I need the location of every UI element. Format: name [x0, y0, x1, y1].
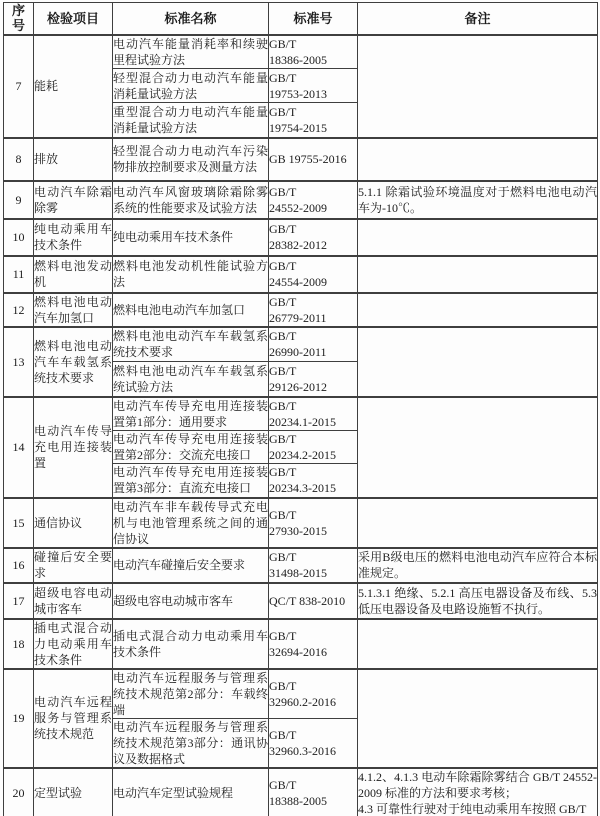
standard-name-cell: 重型混合动力电动汽车能量消耗量试验方法: [113, 103, 269, 138]
code-line: GB/T: [269, 294, 297, 309]
standard-name-cell: 电动汽车传导充电用连接装置第2部分：交流充电接口: [113, 432, 268, 462]
standard-name-cell: 电动汽车风窗玻璃除霜除雾系统的性能要求及试验方法: [113, 181, 269, 219]
table-row: [4, 256, 598, 293]
code-line: GB/T: [269, 363, 297, 378]
row-number-cell: 19: [4, 669, 34, 768]
code-line: GB/T: [269, 678, 297, 693]
standard-code-cell: [269, 103, 358, 138]
remark-paragraph: 采用B级电压的燃料电池电动汽车应符合本标准规定。: [358, 550, 597, 580]
standard-code-cell: [269, 464, 358, 498]
standard-code-cell: [269, 293, 358, 327]
code-line: 26990-2011: [269, 345, 327, 360]
standards-table: [3, 2, 598, 816]
standard-name-cell: 电动汽车传导充电用连接装置第3部分：直流充电接口: [113, 464, 269, 498]
code-line: 32960.2-2016: [269, 694, 336, 709]
col-header-remark: 备注: [358, 3, 598, 35]
standard-name-cell: 电动汽车传导充电用连接装置第1部分：通用要求: [113, 397, 269, 431]
code-line: 18388-2005: [269, 793, 327, 808]
code-line: GB/T: [269, 184, 297, 199]
row-number-cell: 9: [4, 181, 34, 219]
code-line: 20234.3-2015: [269, 481, 336, 496]
standard-name-cell: 超级电容电动城市客车: [113, 583, 269, 619]
code-line: GB/T: [269, 398, 297, 413]
standard-code-cell: [269, 181, 358, 219]
row-number-cell: 10: [4, 219, 34, 256]
standard-name-cell: 电动汽车能量消耗率和续驶里程试验方法: [113, 35, 269, 69]
standard-name-cell: 电动汽车碰撞后安全要求: [113, 548, 269, 583]
remark-paragraph: 4.1.2、4.1.3 电动车除霜除雾结合 GB/T 24552-2009 标准的方法和要求考核；: [358, 769, 597, 800]
standard-name-cell: 电动汽车远程服务与管理系统技术规范第2部分：车载终端: [113, 670, 268, 717]
table-row: [4, 293, 598, 327]
standard-code-cell: [269, 619, 358, 669]
remark-cell: [358, 583, 598, 619]
standard-name-cell: 纯电动乘用车技术条件: [113, 219, 269, 256]
code-line: 32694-2016: [269, 644, 327, 659]
code-line: 24552-2009: [269, 200, 327, 215]
standard-code-cell: [269, 138, 358, 181]
standard-code-cell: [269, 583, 358, 619]
code-line: GB 19755-2016: [269, 152, 347, 166]
standard-code-cell: [269, 397, 358, 431]
standard-code-cell: [269, 669, 358, 719]
row-number-cell: 8: [4, 138, 34, 181]
code-line: 27930-2015: [269, 523, 327, 538]
remark-cell: [358, 397, 598, 498]
inspection-item-cell: 燃料电池电动汽车车载氢系统技术要求: [34, 327, 113, 397]
col-header-standard-code: 标准号: [269, 3, 358, 35]
row-number-cell: 18: [4, 619, 34, 669]
row-number-cell: 14: [4, 397, 34, 498]
remark-paragraph: 5.1.3.1 绝缘、5.2.1 高压电器设备及布线、5.3 低压电器设备及电路设施暂不执行。: [358, 585, 597, 616]
remark-cell: [358, 138, 598, 181]
table-row: [4, 583, 598, 619]
code-line: GB/T: [269, 259, 297, 273]
code-line: 32960.3-2016: [269, 743, 336, 758]
remark-paragraph: 5.1.1 除霜试验环境温度对于燃料电池电动汽车为-10℃。: [358, 184, 597, 215]
code-line: GB/T: [269, 727, 297, 742]
code-line: 18386-2005: [269, 52, 327, 67]
code-line: 29126-2012: [269, 379, 327, 394]
code-line: 19754-2015: [269, 120, 327, 135]
inspection-item-cell: 插电式混合动力电动乘用车技术条件: [34, 620, 112, 667]
standard-name-cell: 燃料电池电动汽车车载氢系统试验方法: [113, 362, 269, 397]
inspection-item-cell: 碰撞后安全要求: [34, 548, 113, 583]
code-line: GB/T: [269, 507, 297, 522]
standard-code-cell: [269, 219, 358, 256]
code-line: GB/T: [269, 104, 297, 119]
code-line: GB/T: [269, 36, 297, 51]
col-header-number: 序号: [4, 3, 34, 35]
col-header-inspection-item: 检验项目: [34, 3, 113, 35]
table-row: [4, 181, 598, 219]
standard-code-cell: [269, 327, 358, 362]
remark-cell: [358, 256, 598, 293]
standard-code-cell: [269, 362, 358, 397]
table-row: [4, 219, 598, 256]
code-line: 24554-2009: [269, 275, 327, 289]
standard-name-cell: 燃料电池电动汽车加氢口: [113, 293, 269, 327]
standard-code-cell: [269, 498, 358, 548]
table-row: [4, 138, 598, 181]
table-row: [4, 327, 598, 362]
standard-name-cell: 电动汽车定型试验规程: [113, 768, 269, 816]
remark-cell: [358, 498, 598, 548]
inspection-item-cell: 通信协议: [34, 498, 113, 548]
standard-code-cell: [269, 718, 358, 768]
row-number-cell: 16: [4, 548, 34, 583]
inspection-item-cell: 纯电动乘用车技术条件: [34, 219, 113, 256]
remark-paragraph: 4.3 可靠性行驶对于纯电动乘用车按照 GB/T: [358, 801, 587, 816]
table-row: [4, 768, 598, 816]
code-line: GB/T: [269, 777, 297, 792]
code-line: GB/T: [269, 329, 297, 344]
code-line: 19753-2013: [269, 86, 327, 101]
code-line: 31498-2015: [269, 566, 327, 580]
inspection-item-cell: 电动汽车除霜除雾: [34, 181, 113, 219]
standard-name-cell: 轻型混合动力电动汽车能量消耗量试验方法: [113, 70, 268, 101]
code-line: 20234.1-2015: [269, 414, 336, 429]
standard-name-cell: 燃料电池发动机性能试验方法: [113, 256, 269, 293]
standard-name-cell: 插电式混合动力电动乘用车技术条件: [113, 619, 269, 669]
code-line: 20234.2-2015: [269, 448, 336, 462]
inspection-item-cell: 燃料电池发动机: [34, 256, 113, 293]
table-row: [4, 35, 598, 69]
standard-code-cell: [269, 256, 358, 293]
code-line: QC/T 838-2010: [269, 593, 346, 608]
table-row: [4, 397, 598, 431]
table-row: [4, 669, 598, 719]
remark-cell: [358, 548, 598, 583]
remark-cell: [358, 619, 598, 669]
code-line: GB/T: [269, 628, 297, 643]
row-number-cell: 13: [4, 327, 34, 397]
table-row: [4, 498, 598, 548]
code-line: GB/T: [269, 465, 297, 480]
code-line: GB/T: [269, 222, 297, 236]
table-row: [4, 619, 598, 669]
code-line: GB/T: [269, 432, 297, 446]
standard-name-cell: 电动汽车远程服务与管理系统技术规范第3部分：通讯协议及数据格式: [113, 719, 268, 766]
remark-cell: [358, 35, 598, 138]
inspection-item-cell: 燃料电池电动汽车加氢口: [34, 294, 112, 325]
remark-cell: [358, 327, 598, 397]
table-row: [4, 548, 598, 583]
inspection-item-cell: 能耗: [34, 35, 113, 138]
code-line: GB/T: [269, 550, 297, 564]
remark-cell: [358, 219, 598, 256]
remark-cell: [358, 669, 598, 768]
inspection-item-cell: 超级电容电动城市客车: [34, 583, 113, 619]
col-header-standard-name: 标准名称: [113, 3, 269, 35]
standard-code-cell: [269, 35, 358, 69]
code-line: 26779-2011: [269, 310, 327, 325]
row-number-cell: 12: [4, 293, 34, 327]
inspection-item-cell: 排放: [34, 138, 113, 181]
code-line: GB/T: [269, 70, 297, 85]
standard-name-cell: 轻型混合动力电动汽车污染物排放控制要求及测量方法: [113, 138, 269, 181]
standard-code-cell: [269, 431, 358, 464]
inspection-item-cell: 电动汽车传导充电用连接装置: [34, 397, 113, 498]
row-number-cell: 7: [4, 35, 34, 138]
remark-cell: [358, 768, 598, 816]
row-number-cell: 17: [4, 583, 34, 619]
standard-code-cell: [269, 548, 358, 583]
standard-code-cell: [269, 69, 358, 103]
inspection-item-cell: 电动汽车远程服务与管理系统技术规范: [34, 669, 113, 768]
remark-cell: [358, 293, 598, 327]
standard-name-cell: 燃料电池电动汽车车载氢系统技术要求: [113, 327, 269, 362]
row-number-cell: 11: [4, 256, 34, 293]
standard-code-cell: [269, 768, 358, 816]
inspection-item-cell: 定型试验: [34, 768, 113, 816]
standard-name-cell: 电动汽车非车载传导式充电机与电池管理系统之间的通信协议: [113, 499, 268, 546]
code-line: 28382-2012: [269, 238, 327, 252]
row-number-cell: 15: [4, 498, 34, 548]
table-header-row: [4, 3, 598, 35]
row-number-cell: 20: [4, 768, 34, 816]
remark-cell: [358, 181, 598, 219]
